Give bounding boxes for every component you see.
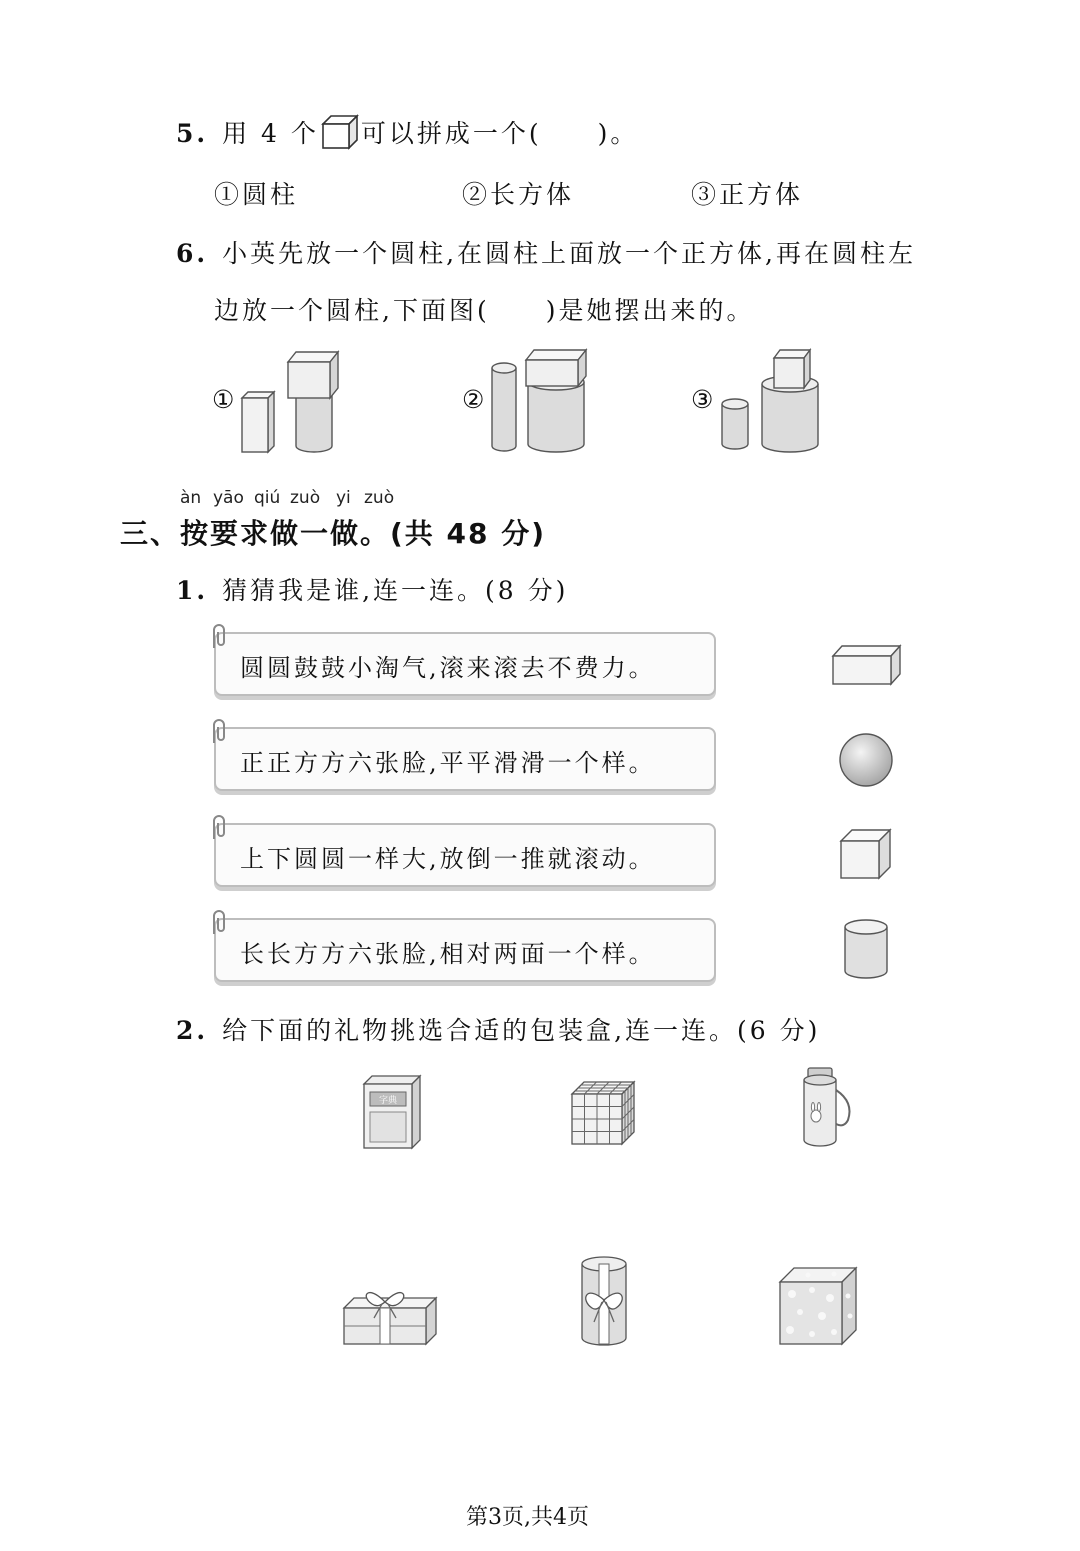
dictionary-label: 字典 (378, 1096, 398, 1106)
riddle-box-4[interactable] (214, 918, 716, 982)
paperclip-icon (208, 624, 230, 650)
riddle-box-1[interactable] (214, 632, 716, 696)
cube-gift-box-icon[interactable] (778, 1266, 858, 1346)
pinyin-an: àn (180, 488, 202, 508)
s3q2-number: 2. (176, 1016, 209, 1045)
riddle-text-4: 长长方方六张脸,相对两面一个样。 (240, 940, 656, 968)
s3q2-line (176, 1011, 820, 1047)
pinyin-yao: yāo (213, 488, 244, 508)
thermos-bottle-icon[interactable] (800, 1066, 858, 1148)
s3q2-text: 给下面的礼物挑选合适的包装盒,连一连。(6 分) (222, 1016, 821, 1045)
dictionary-icon[interactable] (362, 1074, 424, 1150)
q5-text-after: 可以拼成一个( )。 (360, 119, 639, 148)
cube-icon[interactable] (840, 828, 892, 880)
cylinder-icon[interactable] (843, 918, 889, 980)
q5-option-3[interactable]: ③正方体 (691, 180, 804, 209)
rubiks-cube-icon[interactable] (570, 1080, 636, 1146)
q6-line2: 边放一个圆柱,下面图( )是她摆出来的。 (214, 296, 755, 325)
cylinder-gift-box-icon[interactable] (576, 1254, 636, 1348)
q5-number: 5. (176, 119, 209, 148)
q6-text-line1: 小英先放一个圆柱,在圆柱上面放一个正方体,再在圆柱左 (222, 239, 917, 268)
pinyin-zuo: zuò (290, 488, 321, 508)
q6-option-1-figure[interactable] (240, 348, 344, 454)
cuboid-gift-box-icon[interactable] (342, 1278, 438, 1346)
q6-option-label-2[interactable]: ② (462, 385, 488, 414)
pinyin-zuo2: zuò (364, 488, 395, 508)
q5-option-2[interactable]: ②长方体 (462, 180, 575, 209)
riddle-box-2[interactable] (214, 727, 716, 791)
q6-number: 6. (176, 239, 209, 268)
s3q1-line (176, 571, 568, 607)
q5-line (176, 114, 638, 150)
q6-option-label-1[interactable]: ① (212, 385, 238, 414)
riddle-text-1: 圆圆鼓鼓小淘气,滚来滚去不费力。 (240, 654, 656, 682)
q6-line1 (176, 234, 916, 270)
sphere-icon[interactable] (838, 732, 894, 788)
q6-option-2-figure[interactable] (490, 348, 590, 454)
paperclip-icon (208, 815, 230, 841)
paperclip-icon (208, 719, 230, 745)
pinyin-yi: yi (336, 488, 351, 508)
q6-option-label-3[interactable]: ③ (691, 385, 717, 414)
cube-icon (321, 114, 359, 150)
riddle-text-2: 正正方方六张脸,平平滑滑一个样。 (240, 749, 656, 777)
s3q1-number: 1. (176, 576, 209, 605)
paperclip-icon (208, 910, 230, 936)
section3-title: 三、按要求做一做。(共 48 分) (120, 517, 547, 550)
cuboid-icon[interactable] (832, 644, 902, 686)
riddle-text-3: 上下圆圆一样大,放倒一推就滚动。 (240, 845, 656, 873)
s3q1-text: 猜猜我是谁,连一连。(8 分) (222, 576, 569, 605)
page-footer: 第3页,共4页 (466, 1505, 589, 1530)
riddle-box-3[interactable] (214, 823, 716, 887)
q6-option-3-figure[interactable] (720, 348, 820, 454)
q5-text-before: 用 4 个 (222, 119, 319, 148)
pinyin-qiu: qiú (254, 488, 281, 508)
q5-option-1[interactable]: ①圆柱 (214, 180, 299, 209)
